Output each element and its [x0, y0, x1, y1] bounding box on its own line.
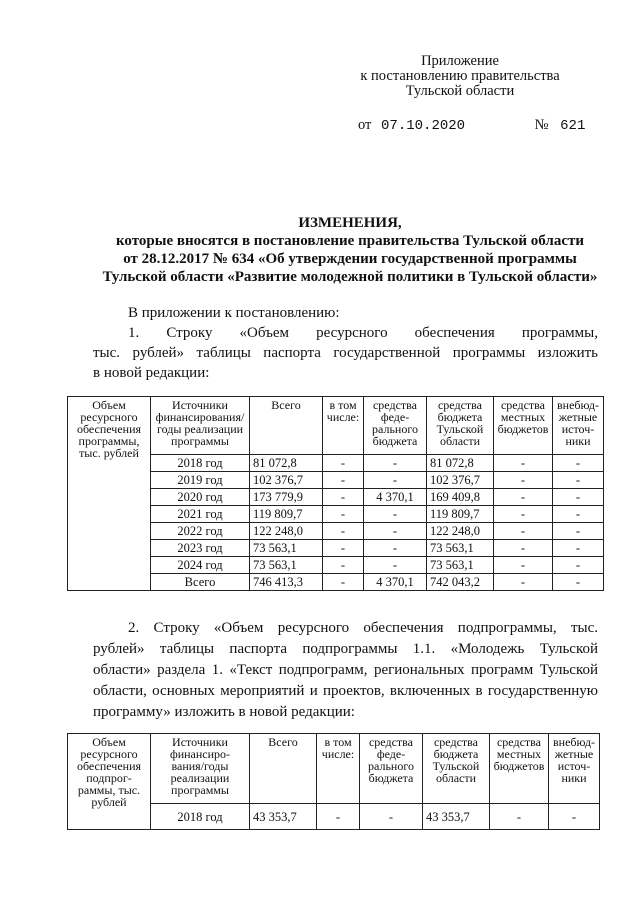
local-cell: - — [494, 523, 553, 540]
year-cell: 2018 год — [151, 804, 250, 830]
appendix-line-1: Приложение — [421, 53, 499, 69]
extrabudget-cell: - — [553, 540, 604, 557]
item2-line-5: программу» изложить в новой редакции: — [93, 704, 355, 720]
including-cell: - — [323, 540, 364, 557]
federal-cell: - — [364, 472, 427, 489]
header-total: Всего — [250, 397, 323, 455]
local-cell: - — [494, 574, 553, 591]
header-including: в том числе: — [317, 734, 360, 804]
total-cell: 102 376,7 — [250, 472, 323, 489]
extrabudget-cell: - — [553, 455, 604, 472]
document-heading — [60, 214, 640, 286]
appendix-line-2: к постановлению правительства — [360, 68, 560, 84]
header-total: Всего — [250, 734, 317, 804]
header-federal: средства феде-рального бюджета — [364, 397, 427, 455]
extrabudget-cell: - — [553, 523, 604, 540]
item1-line-3: в новой редакции: — [93, 365, 210, 381]
extrabudget-cell: - — [553, 557, 604, 574]
item2-line-4: области, основных мероприятий и проектов, включенных в государственную — [93, 683, 598, 699]
federal-cell: - — [364, 455, 427, 472]
federal-cell: - — [364, 557, 427, 574]
total-cell: 73 563,1 — [250, 540, 323, 557]
regional-cell: 73 563,1 — [427, 540, 494, 557]
federal-cell: - — [364, 523, 427, 540]
item2-line-2: рублей» таблицы паспорта подпрограммы 1.1. «Молодежь Тульской — [93, 641, 598, 657]
total-label-cell: Всего — [151, 574, 250, 591]
appendix-line-3: Тульской области — [405, 83, 515, 99]
federal-cell: - — [364, 506, 427, 523]
regional-cell: 122 248,0 — [427, 523, 494, 540]
including-cell: - — [317, 804, 360, 830]
header-sources: Источники финансиро-вания/годы реализации программы — [151, 734, 250, 804]
federal-cell: 4 370,1 — [364, 574, 427, 591]
including-cell: - — [323, 472, 364, 489]
from-label: от — [358, 117, 372, 133]
year-cell: 2022 год — [151, 523, 250, 540]
row-label-cell: Объем ресурсного обеспечения подпрог-раммы, тыс. рублей — [68, 734, 151, 830]
header-federal: средства феде-рального бюджета — [360, 734, 423, 804]
header-regional: средства бюджета Тульской области — [427, 397, 494, 455]
including-cell: - — [323, 489, 364, 506]
document-number: 621 — [560, 118, 586, 134]
extrabudget-cell: - — [553, 489, 604, 506]
local-cell: - — [494, 472, 553, 489]
including-cell: - — [323, 506, 364, 523]
regional-cell: 169 409,8 — [427, 489, 494, 506]
document-dateline — [358, 117, 585, 134]
including-cell: - — [323, 523, 364, 540]
including-cell: - — [323, 557, 364, 574]
heading-title: ИЗМЕНЕНИЯ, — [298, 215, 402, 231]
heading-line-4: Тульской области «Развитие молодежной политики в Тульской области» — [102, 269, 598, 285]
local-cell: - — [494, 557, 553, 574]
extrabudget-cell: - — [549, 804, 600, 830]
local-cell: - — [494, 506, 553, 523]
extrabudget-cell: - — [553, 472, 604, 489]
total-cell: 43 353,7 — [250, 804, 317, 830]
heading-line-3: от 28.12.2017 № 634 «Об утверждении государственной программы — [123, 251, 577, 267]
regional-cell: 742 043,2 — [427, 574, 494, 591]
header-including: в том числе: — [323, 397, 364, 455]
total-cell: 746 413,3 — [250, 574, 323, 591]
regional-cell: 43 353,7 — [423, 804, 490, 830]
header-regional: средства бюджета Тульской области — [423, 734, 490, 804]
resource-table-subprogram — [67, 733, 600, 830]
resource-table-program — [67, 396, 604, 591]
year-cell: 2018 год — [151, 455, 250, 472]
appendix-block — [330, 54, 590, 99]
total-cell: 119 809,7 — [250, 506, 323, 523]
regional-cell: 119 809,7 — [427, 506, 494, 523]
extrabudget-cell: - — [553, 574, 604, 591]
federal-cell: - — [364, 540, 427, 557]
row-label-cell: Объем ресурсного обеспечения программы, тыс. рублей — [68, 397, 151, 591]
header-extrabudget: внебюд-жетные источ-ники — [553, 397, 604, 455]
total-cell: 73 563,1 — [250, 557, 323, 574]
local-cell: - — [494, 489, 553, 506]
item1-line-1: 1. Строку «Объем ресурсного обеспечения программы, — [128, 325, 598, 341]
extrabudget-cell: - — [553, 506, 604, 523]
including-cell: - — [323, 455, 364, 472]
local-cell: - — [494, 455, 553, 472]
year-cell: 2019 год — [151, 472, 250, 489]
heading-line-2: которые вносятся в постановление правительства Тульской области — [115, 233, 585, 249]
total-cell: 173 779,9 — [250, 489, 323, 506]
regional-cell: 73 563,1 — [427, 557, 494, 574]
item2-line-1: 2. Строку «Объем ресурсного обеспечения подпрограммы, тыс. — [128, 620, 598, 636]
header-local: средства местных бюджетов — [490, 734, 549, 804]
local-cell: - — [494, 540, 553, 557]
including-cell: - — [323, 574, 364, 591]
item2-line-3: области» раздела 1. «Текст подпрограмм, региональных программ Тульской — [93, 662, 598, 678]
year-cell: 2021 год — [151, 506, 250, 523]
header-sources: Источники финансирования/ годы реализации программы — [151, 397, 250, 455]
year-cell: 2020 год — [151, 489, 250, 506]
local-cell: - — [490, 804, 549, 830]
total-cell: 122 248,0 — [250, 523, 323, 540]
year-cell: 2023 год — [151, 540, 250, 557]
number-label: № — [534, 117, 549, 133]
header-extrabudget: внебюд-жетные источ-ники — [549, 734, 600, 804]
federal-cell: - — [360, 804, 423, 830]
regional-cell: 102 376,7 — [427, 472, 494, 489]
header-local: средства местных бюджетов — [494, 397, 553, 455]
document-date: 07.10.2020 — [381, 118, 466, 134]
regional-cell: 81 072,8 — [427, 455, 494, 472]
federal-cell: 4 370,1 — [364, 489, 427, 506]
year-cell: 2024 год — [151, 557, 250, 574]
total-cell: 81 072,8 — [250, 455, 323, 472]
intro-text: В приложении к постановлению: — [128, 305, 340, 321]
item1-line-2: тыс. рублей» таблицы паспорта государственной программы изложить — [93, 345, 598, 361]
